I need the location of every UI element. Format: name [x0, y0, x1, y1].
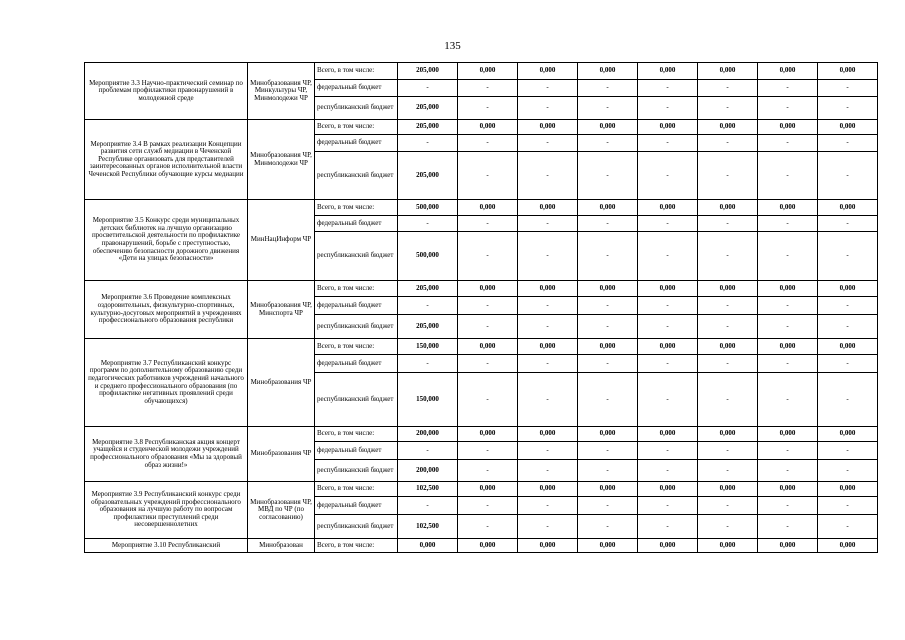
funding-source: федеральный бюджет: [315, 497, 398, 515]
amount-cell: -: [698, 135, 758, 152]
amount-cell: -: [818, 297, 878, 315]
funding-source: республиканский бюджет: [315, 460, 398, 482]
amount-cell: -: [758, 442, 818, 460]
amount-cell: -: [638, 497, 698, 515]
amount-cell: -: [398, 135, 458, 152]
amount-cell: 0,000: [758, 482, 818, 497]
amount-cell: 0,000: [698, 539, 758, 553]
amount-cell: -: [578, 135, 638, 152]
amount-cell: -: [818, 315, 878, 339]
amount-cell: -: [578, 373, 638, 427]
amount-cell: 0,000: [758, 427, 818, 442]
funding-source: федеральный бюджет: [315, 442, 398, 460]
funding-source: Всего, в том числе:: [315, 539, 398, 553]
amount-cell: 0,000: [638, 339, 698, 355]
funding-source: федеральный бюджет: [315, 297, 398, 315]
measure-executor: Минобразования ЧР, Минмолодежи ЧР: [248, 120, 315, 200]
amount-cell: 150,000: [398, 373, 458, 427]
amount-cell: 0,000: [578, 63, 638, 80]
funding-source: Всего, в том числе:: [315, 482, 398, 497]
amount-cell: 0,000: [518, 339, 578, 355]
measure-executor: Минобразован: [248, 539, 315, 553]
amount-cell: 0,000: [818, 427, 878, 442]
amount-cell: 0,000: [578, 200, 638, 216]
amount-cell: 205,000: [398, 120, 458, 135]
amount-cell: 0,000: [758, 339, 818, 355]
amount-cell: 0,000: [518, 482, 578, 497]
amount-cell: -: [518, 80, 578, 97]
funding-source: Всего, в том числе:: [315, 63, 398, 80]
measure-title: Мероприятие 3.4 В рамках реализации Концепции развития сети служб медиации в Чеченской Республике организовать для представителей заинтересованных органов исполнительной власти Чеченской Республики обучающие курсы медиации: [85, 120, 248, 200]
funding-source: Всего, в том числе:: [315, 281, 398, 297]
amount-cell: -: [578, 80, 638, 97]
funding-source: республиканский бюджет: [315, 97, 398, 120]
amount-cell: -: [758, 135, 818, 152]
amount-cell: 0,000: [698, 63, 758, 80]
amount-cell: 0,000: [698, 482, 758, 497]
amount-cell: -: [698, 442, 758, 460]
amount-cell: -: [758, 232, 818, 281]
amount-cell: -: [698, 315, 758, 339]
amount-cell: 0,000: [458, 281, 518, 297]
funding-source: республиканский бюджет: [315, 152, 398, 200]
amount-cell: -: [458, 442, 518, 460]
amount-cell: 0,000: [518, 120, 578, 135]
amount-cell: 0,000: [458, 200, 518, 216]
table-row: [85, 427, 878, 442]
amount-cell: 0,000: [458, 539, 518, 553]
amount-cell: 102,500: [398, 515, 458, 539]
measure-title: Мероприятие 3.10 Республиканский: [85, 539, 248, 553]
amount-cell: -: [458, 80, 518, 97]
amount-cell: -: [398, 497, 458, 515]
amount-cell: 0,000: [818, 539, 878, 553]
amount-cell: -: [638, 355, 698, 373]
amount-cell: 0,000: [698, 339, 758, 355]
amount-cell: 0,000: [518, 427, 578, 442]
amount-cell: -: [518, 97, 578, 120]
amount-cell: 0,000: [578, 539, 638, 553]
amount-cell: 0,000: [818, 281, 878, 297]
amount-cell: 0,000: [698, 427, 758, 442]
amount-cell: -: [458, 152, 518, 200]
amount-cell: -: [578, 297, 638, 315]
funding-source: республиканский бюджет: [315, 515, 398, 539]
amount-cell: -: [578, 442, 638, 460]
amount-cell: 0,000: [698, 120, 758, 135]
amount-cell: -: [818, 216, 878, 232]
amount-cell: -: [458, 315, 518, 339]
measure-executor: Минобразования ЧР, МВД по ЧР (по согласованию): [248, 482, 315, 539]
amount-cell: -: [698, 152, 758, 200]
amount-cell: -: [698, 373, 758, 427]
funding-source: федеральный бюджет: [315, 135, 398, 152]
amount-cell: 0,000: [638, 427, 698, 442]
amount-cell: 0,000: [458, 427, 518, 442]
amount-cell: -: [458, 135, 518, 152]
measure-title: Мероприятие 3.3 Научно-практический семинар по проблемам профилактики правонарушений в молодежной среде: [85, 63, 248, 120]
amount-cell: 0,000: [458, 120, 518, 135]
amount-cell: -: [458, 216, 518, 232]
table-row: [85, 539, 878, 553]
amount-cell: 0,000: [518, 281, 578, 297]
amount-cell: -: [818, 442, 878, 460]
amount-cell: -: [518, 152, 578, 200]
amount-cell: -: [698, 355, 758, 373]
amount-cell: 0,000: [518, 200, 578, 216]
amount-cell: -: [458, 515, 518, 539]
amount-cell: 0,000: [458, 339, 518, 355]
amount-cell: -: [398, 216, 458, 232]
amount-cell: -: [578, 152, 638, 200]
amount-cell: -: [398, 297, 458, 315]
table-row: [85, 281, 878, 297]
amount-cell: -: [518, 442, 578, 460]
amount-cell: 102,500: [398, 482, 458, 497]
amount-cell: 0,000: [638, 281, 698, 297]
funding-source: Всего, в том числе:: [315, 427, 398, 442]
amount-cell: -: [518, 355, 578, 373]
amount-cell: -: [818, 497, 878, 515]
amount-cell: -: [758, 315, 818, 339]
amount-cell: -: [518, 232, 578, 281]
amount-cell: 205,000: [398, 97, 458, 120]
amount-cell: -: [758, 497, 818, 515]
amount-cell: -: [398, 355, 458, 373]
amount-cell: 0,000: [638, 63, 698, 80]
amount-cell: -: [638, 297, 698, 315]
amount-cell: -: [518, 135, 578, 152]
amount-cell: -: [698, 460, 758, 482]
amount-cell: 0,000: [518, 539, 578, 553]
amount-cell: -: [758, 97, 818, 120]
amount-cell: -: [458, 97, 518, 120]
measure-title: Мероприятие 3.8 Республиканская акция концерт учащейся и студенческой молодежи учреждений профессионального образования «Мы за здоровый образ жизни!»: [85, 427, 248, 482]
amount-cell: -: [638, 80, 698, 97]
amount-cell: -: [458, 497, 518, 515]
amount-cell: -: [758, 515, 818, 539]
amount-cell: 200,000: [398, 460, 458, 482]
funding-source: федеральный бюджет: [315, 80, 398, 97]
amount-cell: 0,000: [638, 482, 698, 497]
amount-cell: -: [698, 297, 758, 315]
amount-cell: -: [818, 460, 878, 482]
funding-source: Всего, в том числе:: [315, 339, 398, 355]
amount-cell: -: [518, 497, 578, 515]
amount-cell: 200,000: [398, 427, 458, 442]
amount-cell: 0,000: [818, 63, 878, 80]
amount-cell: -: [758, 460, 818, 482]
measure-executor: МинНацИнформ ЧР: [248, 200, 315, 281]
amount-cell: -: [698, 515, 758, 539]
amount-cell: 0,000: [818, 482, 878, 497]
amount-cell: -: [578, 315, 638, 339]
amount-cell: -: [758, 297, 818, 315]
funding-source: Всего, в том числе:: [315, 200, 398, 216]
amount-cell: 205,000: [398, 152, 458, 200]
amount-cell: -: [698, 497, 758, 515]
amount-cell: -: [818, 135, 878, 152]
amount-cell: -: [638, 460, 698, 482]
amount-cell: -: [458, 232, 518, 281]
amount-cell: 205,000: [398, 281, 458, 297]
amount-cell: -: [818, 97, 878, 120]
amount-cell: -: [518, 373, 578, 427]
amount-cell: -: [578, 355, 638, 373]
amount-cell: -: [638, 97, 698, 120]
amount-cell: -: [578, 515, 638, 539]
amount-cell: 0,000: [518, 63, 578, 80]
amount-cell: -: [458, 373, 518, 427]
amount-cell: -: [638, 315, 698, 339]
amount-cell: -: [398, 80, 458, 97]
measure-executor: Минобразования ЧР: [248, 427, 315, 482]
funding-source: республиканский бюджет: [315, 315, 398, 339]
amount-cell: -: [578, 497, 638, 515]
amount-cell: -: [818, 355, 878, 373]
amount-cell: -: [698, 232, 758, 281]
amount-cell: 0,000: [758, 63, 818, 80]
amount-cell: 0,000: [818, 120, 878, 135]
amount-cell: 0,000: [638, 539, 698, 553]
funding-source: республиканский бюджет: [315, 232, 398, 281]
amount-cell: -: [758, 355, 818, 373]
amount-cell: -: [818, 373, 878, 427]
amount-cell: 0,000: [458, 482, 518, 497]
table-row: [85, 63, 878, 80]
measure-executor: Минобразования ЧР: [248, 339, 315, 427]
table-row: [85, 200, 878, 216]
amount-cell: -: [518, 297, 578, 315]
amount-cell: 0,000: [698, 281, 758, 297]
amount-cell: -: [698, 80, 758, 97]
measure-title: Мероприятие 3.7 Республиканский конкурс программ по дополнительному образованию среди педагогических работников учреждений начального и среднего профессионального образования (по профилактике негативных проявлений среди обучающихся): [85, 339, 248, 427]
amount-cell: 0,000: [758, 200, 818, 216]
amount-cell: -: [758, 373, 818, 427]
amount-cell: -: [638, 442, 698, 460]
measure-executor: Минобразования ЧР, Минкультуры ЧР, Минмолодежи ЧР: [248, 63, 315, 120]
amount-cell: -: [518, 460, 578, 482]
table-row: [85, 482, 878, 497]
amount-cell: 0,000: [818, 339, 878, 355]
amount-cell: -: [638, 152, 698, 200]
amount-cell: -: [578, 97, 638, 120]
amount-cell: -: [638, 216, 698, 232]
amount-cell: 0,000: [458, 63, 518, 80]
budget-table: [84, 62, 878, 553]
amount-cell: -: [578, 460, 638, 482]
page-number: 135: [444, 40, 461, 52]
amount-cell: -: [518, 315, 578, 339]
funding-source: республиканский бюджет: [315, 373, 398, 427]
amount-cell: -: [398, 442, 458, 460]
funding-source: федеральный бюджет: [315, 216, 398, 232]
amount-cell: -: [758, 216, 818, 232]
amount-cell: -: [758, 80, 818, 97]
amount-cell: -: [458, 460, 518, 482]
measure-title: Мероприятие 3.6 Проведение комплексных оздоровительных, физкультурно-спортивных, культурно-досуговых мероприятий в учреждениях профессионального образования республики: [85, 281, 248, 339]
amount-cell: 0,000: [758, 539, 818, 553]
amount-cell: -: [638, 135, 698, 152]
amount-cell: -: [638, 515, 698, 539]
funding-source: федеральный бюджет: [315, 355, 398, 373]
funding-source: Всего, в том числе:: [315, 120, 398, 135]
amount-cell: 0,000: [758, 120, 818, 135]
amount-cell: -: [458, 355, 518, 373]
amount-cell: -: [818, 232, 878, 281]
amount-cell: 0,000: [638, 120, 698, 135]
amount-cell: -: [638, 373, 698, 427]
amount-cell: 0,000: [698, 200, 758, 216]
amount-cell: -: [698, 97, 758, 120]
amount-cell: -: [698, 216, 758, 232]
table-row: [85, 339, 878, 355]
amount-cell: -: [818, 152, 878, 200]
amount-cell: -: [518, 515, 578, 539]
amount-cell: -: [458, 297, 518, 315]
amount-cell: -: [578, 216, 638, 232]
amount-cell: 0,000: [578, 339, 638, 355]
amount-cell: -: [818, 515, 878, 539]
amount-cell: 500,000: [398, 200, 458, 216]
measure-title: Мероприятие 3.9 Республиканский конкурс среди образовательных учреждений профессионального образования на лучшую работу по вопросам профилактики преступлений среди несовершеннолетних: [85, 482, 248, 539]
amount-cell: 0,000: [818, 200, 878, 216]
amount-cell: -: [818, 80, 878, 97]
amount-cell: 0,000: [578, 482, 638, 497]
amount-cell: 205,000: [398, 63, 458, 80]
amount-cell: 0,000: [578, 120, 638, 135]
table-row: [85, 120, 878, 135]
measure-title: Мероприятие 3.5 Конкурс среди муниципальных детских библиотек на лучшую организацию просветительской деятельности по профилактике правонарушений, борьбе с преступностью, обеспечению безопасности дорожного движения «Дети на улицах безопасности»: [85, 200, 248, 281]
amount-cell: 500,000: [398, 232, 458, 281]
amount-cell: -: [638, 232, 698, 281]
amount-cell: 205,000: [398, 315, 458, 339]
amount-cell: -: [578, 232, 638, 281]
amount-cell: -: [518, 216, 578, 232]
amount-cell: 0,000: [578, 427, 638, 442]
amount-cell: 0,000: [578, 281, 638, 297]
amount-cell: 150,000: [398, 339, 458, 355]
amount-cell: 0,000: [638, 200, 698, 216]
amount-cell: 0,000: [758, 281, 818, 297]
measure-executor: Минобразования ЧР, Минспорта ЧР: [248, 281, 315, 339]
amount-cell: 0,000: [398, 539, 458, 553]
amount-cell: -: [758, 152, 818, 200]
